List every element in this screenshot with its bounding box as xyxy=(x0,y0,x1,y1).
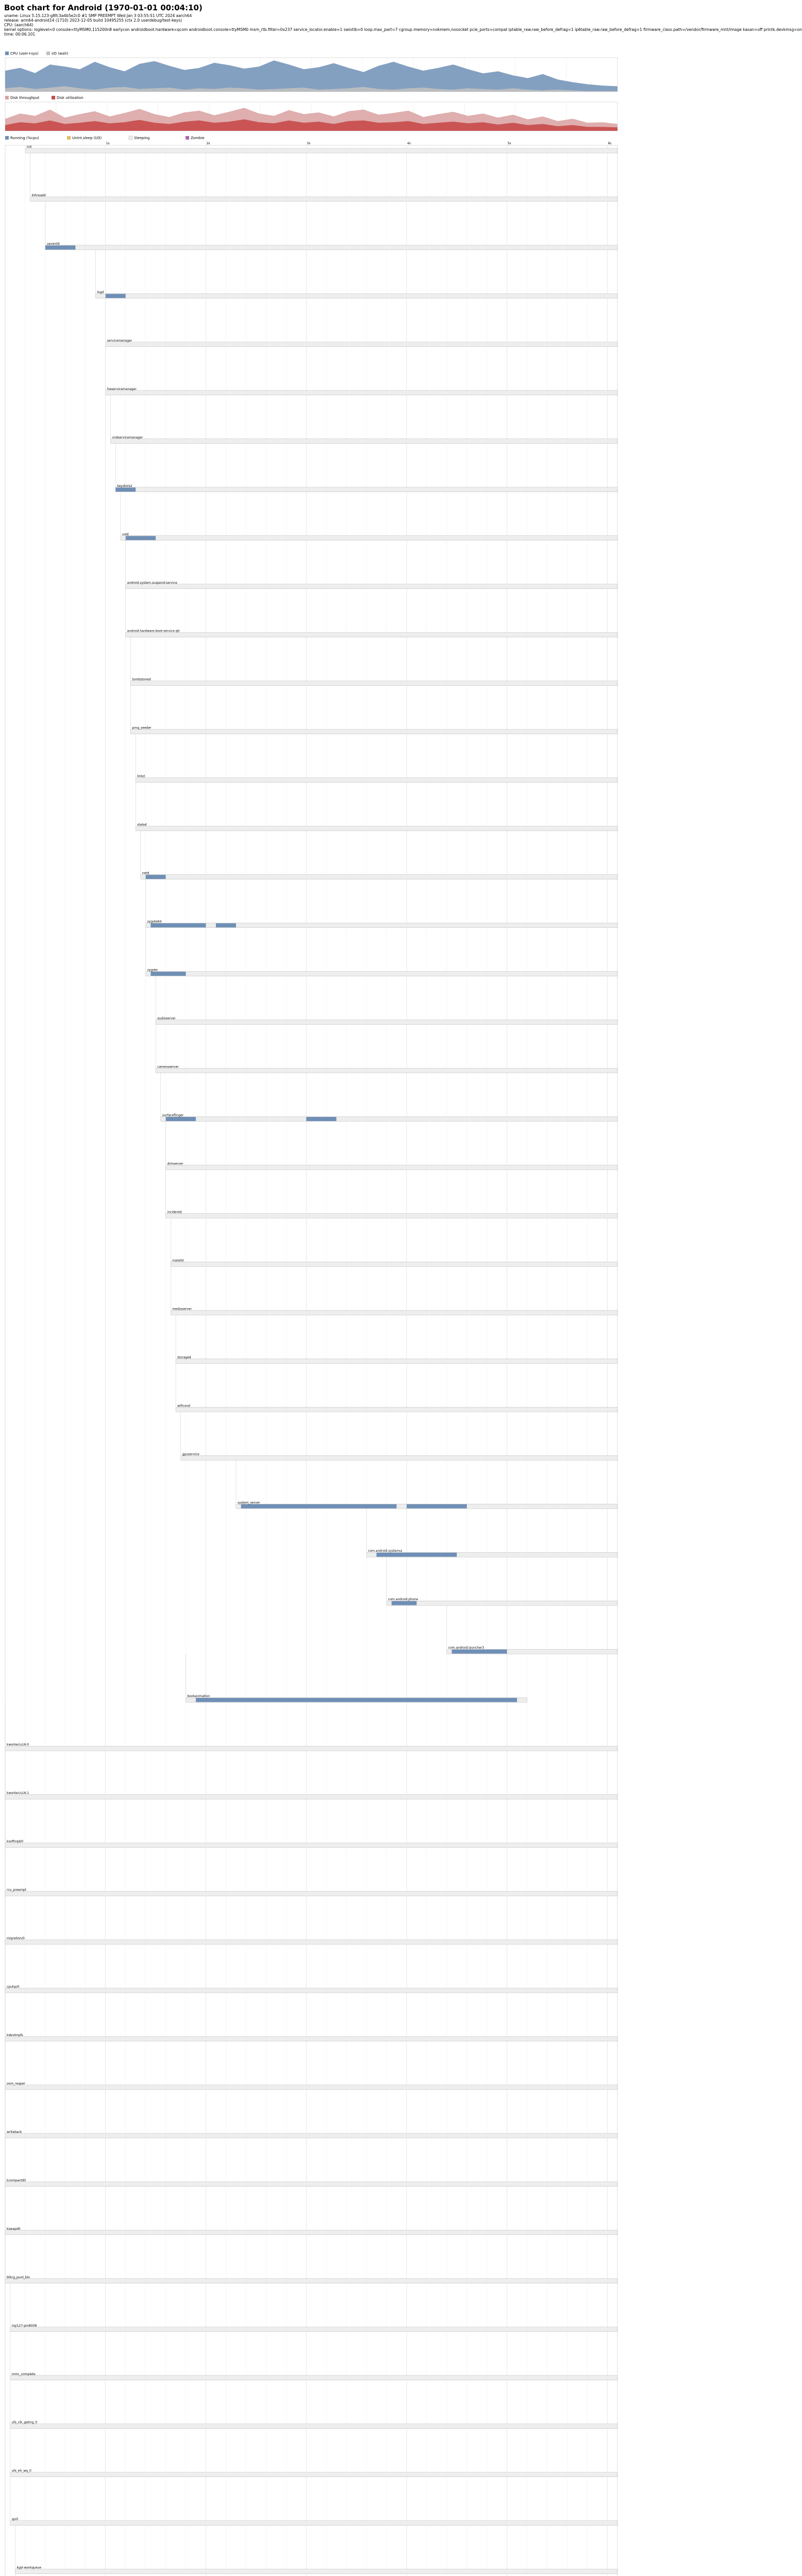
process-bar xyxy=(141,875,617,879)
process-bar xyxy=(181,1455,617,1460)
process-cpu-segment xyxy=(45,245,75,249)
process-cpu-segment xyxy=(392,1601,417,1605)
process-label: irq/127-pm8008 xyxy=(11,2324,37,2328)
time-tick-label: 6s xyxy=(608,142,612,145)
process-bar xyxy=(156,1020,617,1025)
process-label: kcompactd0 xyxy=(7,2178,26,2182)
process-bar xyxy=(126,584,617,589)
process-label: ueventd xyxy=(46,242,60,246)
running-legend-swatch xyxy=(5,136,9,140)
process-label: cpuhp/0 xyxy=(7,1985,20,1989)
process-cpu-segment xyxy=(126,536,156,540)
process-label: statsd xyxy=(137,823,147,827)
process-bar xyxy=(45,245,617,250)
process-bar xyxy=(10,2424,617,2429)
time-tick-label: 1s xyxy=(106,142,110,145)
process-bar xyxy=(95,294,617,298)
process-cpu-segment xyxy=(452,1650,507,1654)
process-label: drmserver xyxy=(167,1162,183,1166)
process-label: android.system.suspend-service xyxy=(127,581,177,585)
process-bar xyxy=(161,1116,617,1121)
process-label: wificond xyxy=(177,1404,190,1408)
process-label: spi0 xyxy=(11,2517,19,2521)
process-bar xyxy=(387,1601,617,1605)
process-bar xyxy=(5,1843,617,1848)
process-label: kworker/u16:0 xyxy=(7,1743,29,1747)
process-bar xyxy=(30,197,617,201)
cpu-legend-swatch xyxy=(5,52,9,55)
process-bar xyxy=(106,342,617,347)
process-label: com.android.phone xyxy=(388,1598,419,1602)
process-label: prng_seeder xyxy=(132,726,152,730)
process-bar xyxy=(5,2085,617,2090)
boot-time-line: time: 00:06.101 xyxy=(4,32,36,37)
process-label: ksoftirqd/0 xyxy=(7,1840,24,1844)
process-bar xyxy=(5,2133,617,2138)
process-label: migration/0 xyxy=(7,1937,25,1941)
process-label: incidentd xyxy=(167,1210,182,1214)
process-bar xyxy=(5,1940,617,1944)
uname-line: uname: Linux 5.15.123-g8fc3a4b5e2c0 #1 SMP PREEMPT Wed Jan 3 03:55:51 UTC 2024 aarch64 xyxy=(4,13,192,18)
release-line: release: arm64-android14 (1710) 2023-12-05 build 10495255 (ctx 2.0 userdebug/test-keys) xyxy=(4,18,182,23)
process-label: kthreadd xyxy=(31,193,46,197)
process-label: ufs_clk_gating_0 xyxy=(11,2420,38,2425)
process-bar xyxy=(166,1165,617,1170)
chart-title: Boot chart for Android (1970-01-01 00:04:10) xyxy=(4,3,203,12)
process-label: vndservicemanager xyxy=(112,435,143,439)
time-tick-label: 4s xyxy=(407,142,411,145)
process-cpu-segment xyxy=(196,1698,517,1702)
disk-utilization-legend-label: Disk utilization xyxy=(57,96,83,100)
process-label: bootanimation xyxy=(187,1694,210,1699)
process-label: storaged xyxy=(177,1355,191,1360)
cpu-line: CPU: (aarch64) xyxy=(4,23,34,27)
process-label: vold xyxy=(122,532,129,536)
process-bar xyxy=(146,972,617,976)
unint-sleep-legend-label: Unint.sleep (I/O) xyxy=(72,136,102,140)
process-label: hwservicemanager xyxy=(107,387,137,391)
process-bar xyxy=(5,2279,617,2283)
disk-utilization-legend-swatch xyxy=(52,96,55,99)
process-label: writeback xyxy=(7,2130,22,2134)
process-bar xyxy=(171,1310,617,1315)
process-bar xyxy=(5,1794,617,1799)
process-label: lmkd xyxy=(137,774,145,778)
process-cpu-segment xyxy=(216,923,236,927)
process-label: kworker/u16:1 xyxy=(7,1791,29,1795)
process-label: blkcg_punt_bio xyxy=(7,2275,30,2279)
process-bar xyxy=(10,2327,617,2332)
process-bar xyxy=(166,1213,617,1218)
process-label: kdevtmpfs xyxy=(7,2033,23,2037)
process-label: servicemanager xyxy=(107,338,132,343)
process-bar xyxy=(25,148,617,153)
process-cpu-segment xyxy=(306,1117,336,1121)
process-label: com.android.launcher3 xyxy=(448,1646,484,1650)
process-bar xyxy=(171,1262,617,1266)
process-label: ufs_eh_wq_0 xyxy=(11,2469,31,2473)
process-label: kgsl-workqueue xyxy=(16,2566,42,2570)
process-bar xyxy=(110,439,617,444)
process-bar xyxy=(5,2037,617,2041)
zombie-legend-swatch xyxy=(186,136,189,140)
process-bar xyxy=(10,2521,617,2526)
process-label: mmc_complete xyxy=(11,2372,36,2376)
process-cpu-segment xyxy=(146,875,166,879)
kernel-options-line: kernel options: loglevel=0 console=ttyMSM0,115200n8 earlycon androidboot.hardware=qcom androidboot.console=ttyMSM0 msm_rtb.filter=0x237 service_locator.enable=1 swiotlb=0 loop.max_part=7 cgroup.memory=nokmem,nosocket pcie_ports=compat iptable_raw.raw_before_defrag=1 ip6table_raw.raw_before_defrag=1 firmware_class.path=/vendor/firmware_mnt/image kasan=off printk.devkmsg=on xyxy=(4,27,802,32)
sleeping-legend-label: Sleeping xyxy=(134,136,150,140)
io-legend-label: I/O (wait) xyxy=(52,52,69,56)
process-cpu-segment xyxy=(407,1504,467,1509)
process-bar xyxy=(121,536,617,540)
process-bar xyxy=(5,2182,617,2187)
process-bar xyxy=(130,681,617,686)
io-legend-swatch xyxy=(46,52,50,55)
disk-plot xyxy=(5,102,617,131)
process-bar xyxy=(136,778,617,783)
process-label: mediaserver xyxy=(172,1307,192,1311)
process-bar xyxy=(106,391,617,395)
process-bar xyxy=(15,2569,617,2574)
process-bar xyxy=(130,730,617,734)
time-tick-label: 2s xyxy=(206,142,210,145)
process-cpu-segment xyxy=(115,487,136,492)
process-label: kswapd0 xyxy=(7,2227,21,2231)
process-label: system_server xyxy=(237,1501,260,1505)
running-legend-label: Running (%cpu) xyxy=(10,136,39,140)
time-tick-label: 5s xyxy=(507,142,511,145)
cpu-legend-label: CPU (user+sys) xyxy=(10,52,39,56)
process-label: cameraserver xyxy=(157,1065,179,1069)
unint-sleep-legend-swatch xyxy=(67,136,71,140)
process-cpu-segment xyxy=(376,1553,457,1557)
process-bar xyxy=(5,1891,617,1896)
cpu-utilization-plot xyxy=(5,58,617,92)
process-bar xyxy=(10,2472,617,2477)
process-label: rcu_preempt xyxy=(7,1888,26,1892)
disk-throughput-legend-label: Disk throughput xyxy=(10,96,40,100)
process-cpu-segment xyxy=(106,294,126,298)
process-bar xyxy=(126,633,617,637)
process-label: netd xyxy=(142,871,149,875)
process-label: android.hardware.boot-service.qti xyxy=(127,629,180,633)
process-bar xyxy=(156,1068,617,1073)
process-label: zygote64 xyxy=(147,920,162,924)
process-bar xyxy=(5,2230,617,2235)
sleeping-legend-swatch xyxy=(129,136,132,140)
process-bar xyxy=(176,1359,617,1363)
process-label: keystore2 xyxy=(117,484,132,488)
process-label: audioserver xyxy=(157,1016,176,1021)
process-label: surfaceflinger xyxy=(162,1113,184,1117)
process-cpu-segment xyxy=(166,1117,196,1121)
time-tick-label: 3s xyxy=(307,142,311,145)
process-label: gpuservice xyxy=(182,1452,199,1456)
process-label: tombstoned xyxy=(132,677,151,682)
process-cpu-segment xyxy=(151,972,186,976)
disk-throughput-legend-swatch xyxy=(5,96,9,99)
process-label: logd xyxy=(97,290,104,294)
process-bar xyxy=(5,1746,617,1751)
zombie-legend-label: Zombie xyxy=(191,136,205,140)
process-bar xyxy=(5,1988,617,1993)
process-bar xyxy=(10,2376,617,2380)
process-bar xyxy=(136,826,617,831)
process-label: installd xyxy=(172,1259,184,1263)
process-label: com.android.systemui xyxy=(367,1549,403,1553)
process-label: zygote xyxy=(147,968,158,972)
process-bar xyxy=(176,1407,617,1412)
process-label: init xyxy=(26,145,32,149)
process-bar xyxy=(115,487,617,492)
process-cpu-segment xyxy=(151,923,206,927)
process-label: oom_reaper xyxy=(7,2081,25,2086)
process-cpu-segment xyxy=(241,1504,397,1509)
